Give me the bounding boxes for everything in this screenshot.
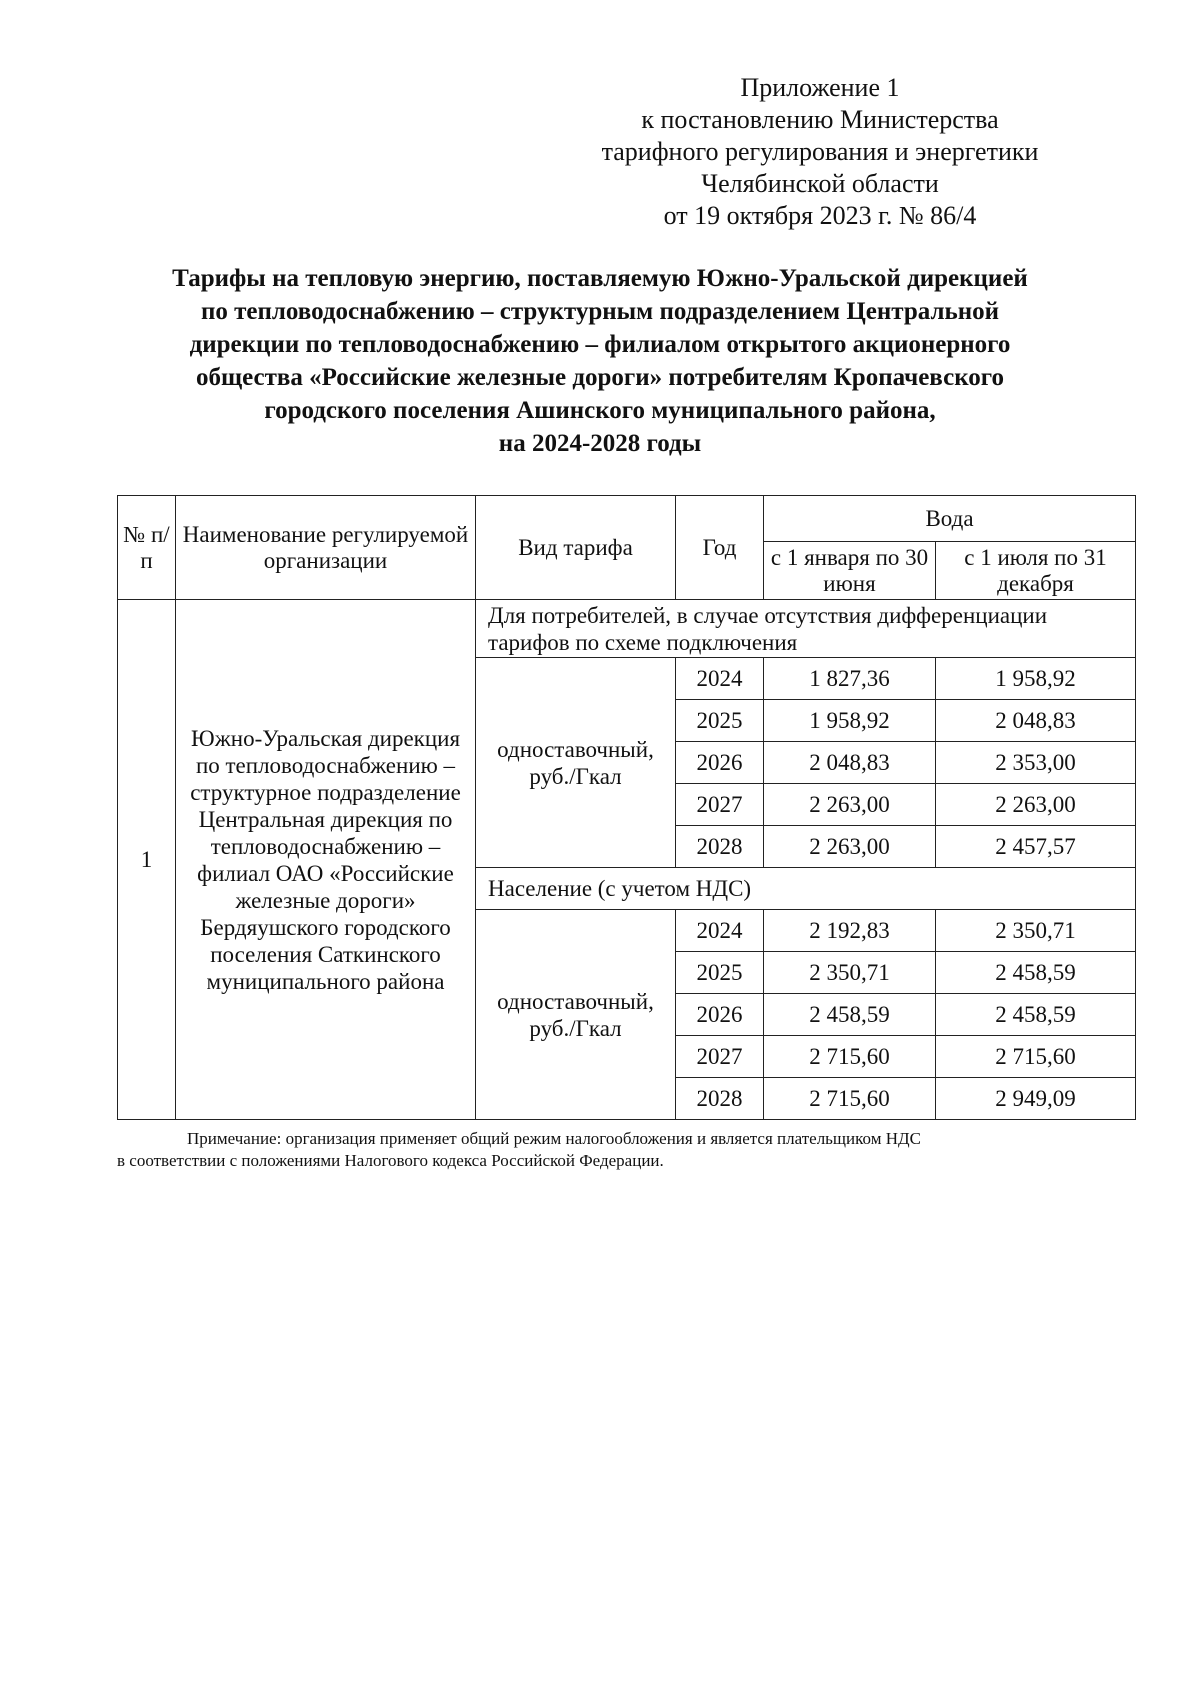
value-h2-cell: 2 350,71 (936, 910, 1136, 952)
year-cell: 2025 (676, 952, 764, 994)
organization-name: Южно-Уральская дирекция по тепловодоснабжению – структурное подразделение Центральная дирекция по тепловодоснабжению – филиал ОАО «Российские железные дороги» Бердяушского городского поселения Саткинского муниципального района (176, 600, 476, 1120)
year-cell: 2025 (676, 700, 764, 742)
header-period-2: с 1 июля по 31 декабря (936, 542, 1136, 600)
document-title (100, 262, 1100, 460)
value-h2-cell: 2 458,59 (936, 994, 1136, 1036)
year-cell: 2028 (676, 1078, 764, 1120)
year-cell: 2027 (676, 1036, 764, 1078)
header-year: Год (676, 496, 764, 600)
group-heading: Для потребителей, в случае отсутствия дифференциации тарифов по схеме подключения (476, 600, 1136, 658)
year-cell: 2028 (676, 826, 764, 868)
title-line: на 2024-2028 годы (498, 430, 702, 457)
header-tariff-type: Вид тарифа (476, 496, 676, 600)
title-line: Тарифы на тепловую энергию, поставляемую Южно-Уральской дирекцией (172, 265, 1028, 292)
value-h1-cell: 2 350,71 (764, 952, 936, 994)
year-cell: 2027 (676, 784, 764, 826)
appendix-line: от 19 октября 2023 г. № 86/4 (663, 201, 977, 230)
appendix-header (560, 72, 1080, 232)
value-h1-cell: 2 263,00 (764, 826, 936, 868)
header-organization: Наименование регулируемой организации (176, 496, 476, 600)
header-num: № п/п (118, 496, 176, 600)
title-line: дирекции по тепловодоснабжению – филиалом открытого акционерного (189, 331, 1011, 358)
appendix-line: Челябинской области (701, 169, 939, 198)
value-h2-cell: 2 949,09 (936, 1078, 1136, 1120)
tariff-type-cell: одноставочный, руб./Гкал (476, 910, 676, 1120)
footnote (117, 1128, 1077, 1172)
header-period-1: с 1 января по 30 июня (764, 542, 936, 600)
title-line: городского поселения Ашинского муниципального района, (264, 397, 936, 424)
value-h2-cell: 2 457,57 (936, 826, 1136, 868)
year-cell: 2026 (676, 994, 764, 1036)
value-h2-cell: 2 353,00 (936, 742, 1136, 784)
value-h1-cell: 1 958,92 (764, 700, 936, 742)
value-h2-cell: 2 715,60 (936, 1036, 1136, 1078)
header-water: Вода (764, 496, 1136, 542)
year-cell: 2024 (676, 910, 764, 952)
group-heading: Население (с учетом НДС) (476, 868, 1136, 910)
value-h1-cell: 2 715,60 (764, 1036, 936, 1078)
year-cell: 2026 (676, 742, 764, 784)
value-h1-cell: 2 263,00 (764, 784, 936, 826)
value-h1-cell: 2 458,59 (764, 994, 936, 1036)
appendix-line: Приложение 1 (740, 73, 900, 102)
appendix-line: тарифного регулирования и энергетики (601, 137, 1039, 166)
footnote-line: Примечание: организация применяет общий режим налогообложения и является плательщиком НДС (187, 1129, 921, 1148)
value-h2-cell: 2 048,83 (936, 700, 1136, 742)
footnote-line: в соответствии с положениями Налогового кодекса Российской Федерации. (117, 1151, 664, 1170)
value-h1-cell: 1 827,36 (764, 658, 936, 700)
value-h1-cell: 2 048,83 (764, 742, 936, 784)
value-h2-cell: 2 263,00 (936, 784, 1136, 826)
tariff-type-cell: одноставочный, руб./Гкал (476, 658, 676, 868)
value-h1-cell: 2 192,83 (764, 910, 936, 952)
value-h1-cell: 2 715,60 (764, 1078, 936, 1120)
value-h2-cell: 2 458,59 (936, 952, 1136, 994)
value-h2-cell: 1 958,92 (936, 658, 1136, 700)
row-number: 1 (118, 600, 176, 1120)
year-cell: 2024 (676, 658, 764, 700)
tariff-table (117, 495, 1136, 1120)
title-line: по тепловодоснабжению – структурным подразделением Центральной (200, 298, 1000, 325)
title-line: общества «Российские железные дороги» потребителям Кропачевского (195, 364, 1005, 391)
appendix-line: к постановлению Министерства (641, 105, 999, 134)
